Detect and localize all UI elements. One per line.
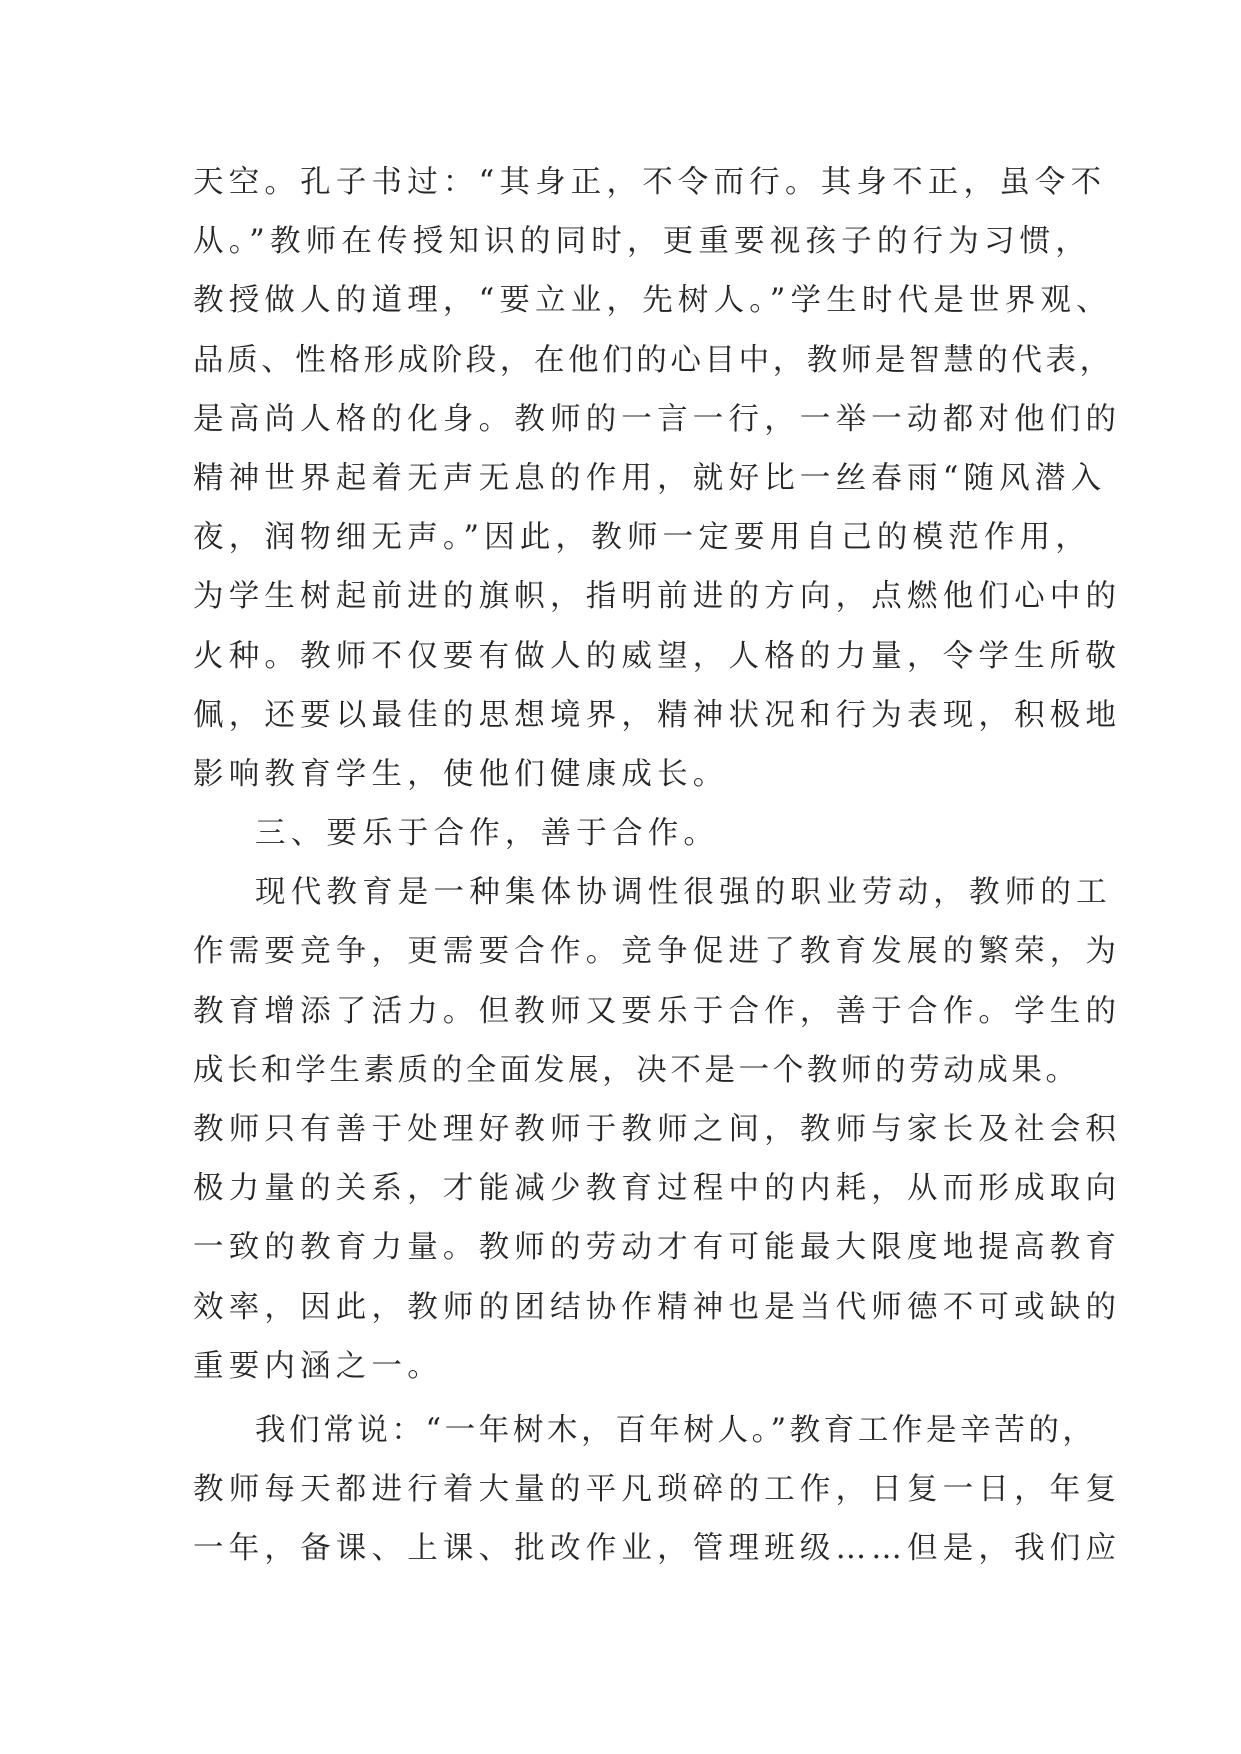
text-line: 教师每天都进行着大量的平凡琐碎的工作，日复一日，年复 bbox=[193, 1472, 1122, 1508]
text-line: 现代教育是一种集体协调性很强的职业劳动，教师的工 bbox=[255, 875, 1112, 911]
text-line: 精神世界起着无声无息的作用，就好比一丝春雨“随风潜入 bbox=[193, 460, 1107, 496]
text-line: 天空。孔子书过：“其身正，不令而行。其身不正，虽令不 bbox=[193, 165, 1107, 200]
text-line: 教育增添了活力。但教师又要乐于合作，善于合作。学生的 bbox=[193, 993, 1122, 1029]
text-line: 是高尚人格的化身。教师的一言一行，一举一动都对他们的 bbox=[193, 401, 1122, 437]
text-line: 教师只有善于处理好教师于教师之间，教师与家长及社会积 bbox=[193, 1112, 1122, 1147]
body-text bbox=[193, 153, 1122, 1579]
text-line: 重要内涵之一。 bbox=[193, 1348, 443, 1384]
text-line: 极力量的关系，才能减少教育过程中的内耗，从而形成取向 bbox=[193, 1171, 1122, 1207]
text-line: 一致的教育力量。教师的劳动才有可能最大限度地提高教育 bbox=[193, 1230, 1122, 1266]
text-line: 夜，润物细无声。”因此，教师一定要用自己的模范作用， bbox=[193, 520, 1092, 556]
text-line: 我们常说：“一年树木，百年树人。”教育工作是辛苦的， bbox=[255, 1412, 1097, 1448]
text-line: 为学生树起前进的旗帜，指明前进的方向，点燃他们心中的 bbox=[193, 579, 1122, 615]
text-line: 品质、性格形成阶段，在他们的心目中，教师是智慧的代表， bbox=[193, 342, 1114, 378]
text-line: 从。”教师在传授知识的同时，更重要视孩子的行为习惯， bbox=[193, 224, 1092, 260]
text-line: 效率，因此，教师的团结协作精神也是当代师德不可或缺的 bbox=[193, 1289, 1122, 1325]
text-line: 成长和学生素质的全面发展，决不是一个教师的劳动成果。 bbox=[193, 1052, 1080, 1088]
text-line: 一年，备课、上课、批改作业，管理班级……但是，我们应 bbox=[193, 1531, 1122, 1567]
text-line: 教授做人的道理，“要立业，先树人。”学生时代是世界观、 bbox=[193, 283, 1112, 319]
text-line: 影响教育学生，使他们健康成长。 bbox=[193, 756, 729, 792]
text-line: 作需要竞争，更需要合作。竞争促进了教育发展的繁荣，为 bbox=[193, 934, 1122, 970]
section-heading: 三、要乐于合作，善于合作。 bbox=[255, 816, 720, 852]
text-line: 佩，还要以最佳的思想境界，精神状况和行为表现，积极地 bbox=[193, 697, 1122, 733]
text-line: 火种。教师不仅要有做人的威望，人格的力量，令学生所敬 bbox=[193, 638, 1122, 674]
